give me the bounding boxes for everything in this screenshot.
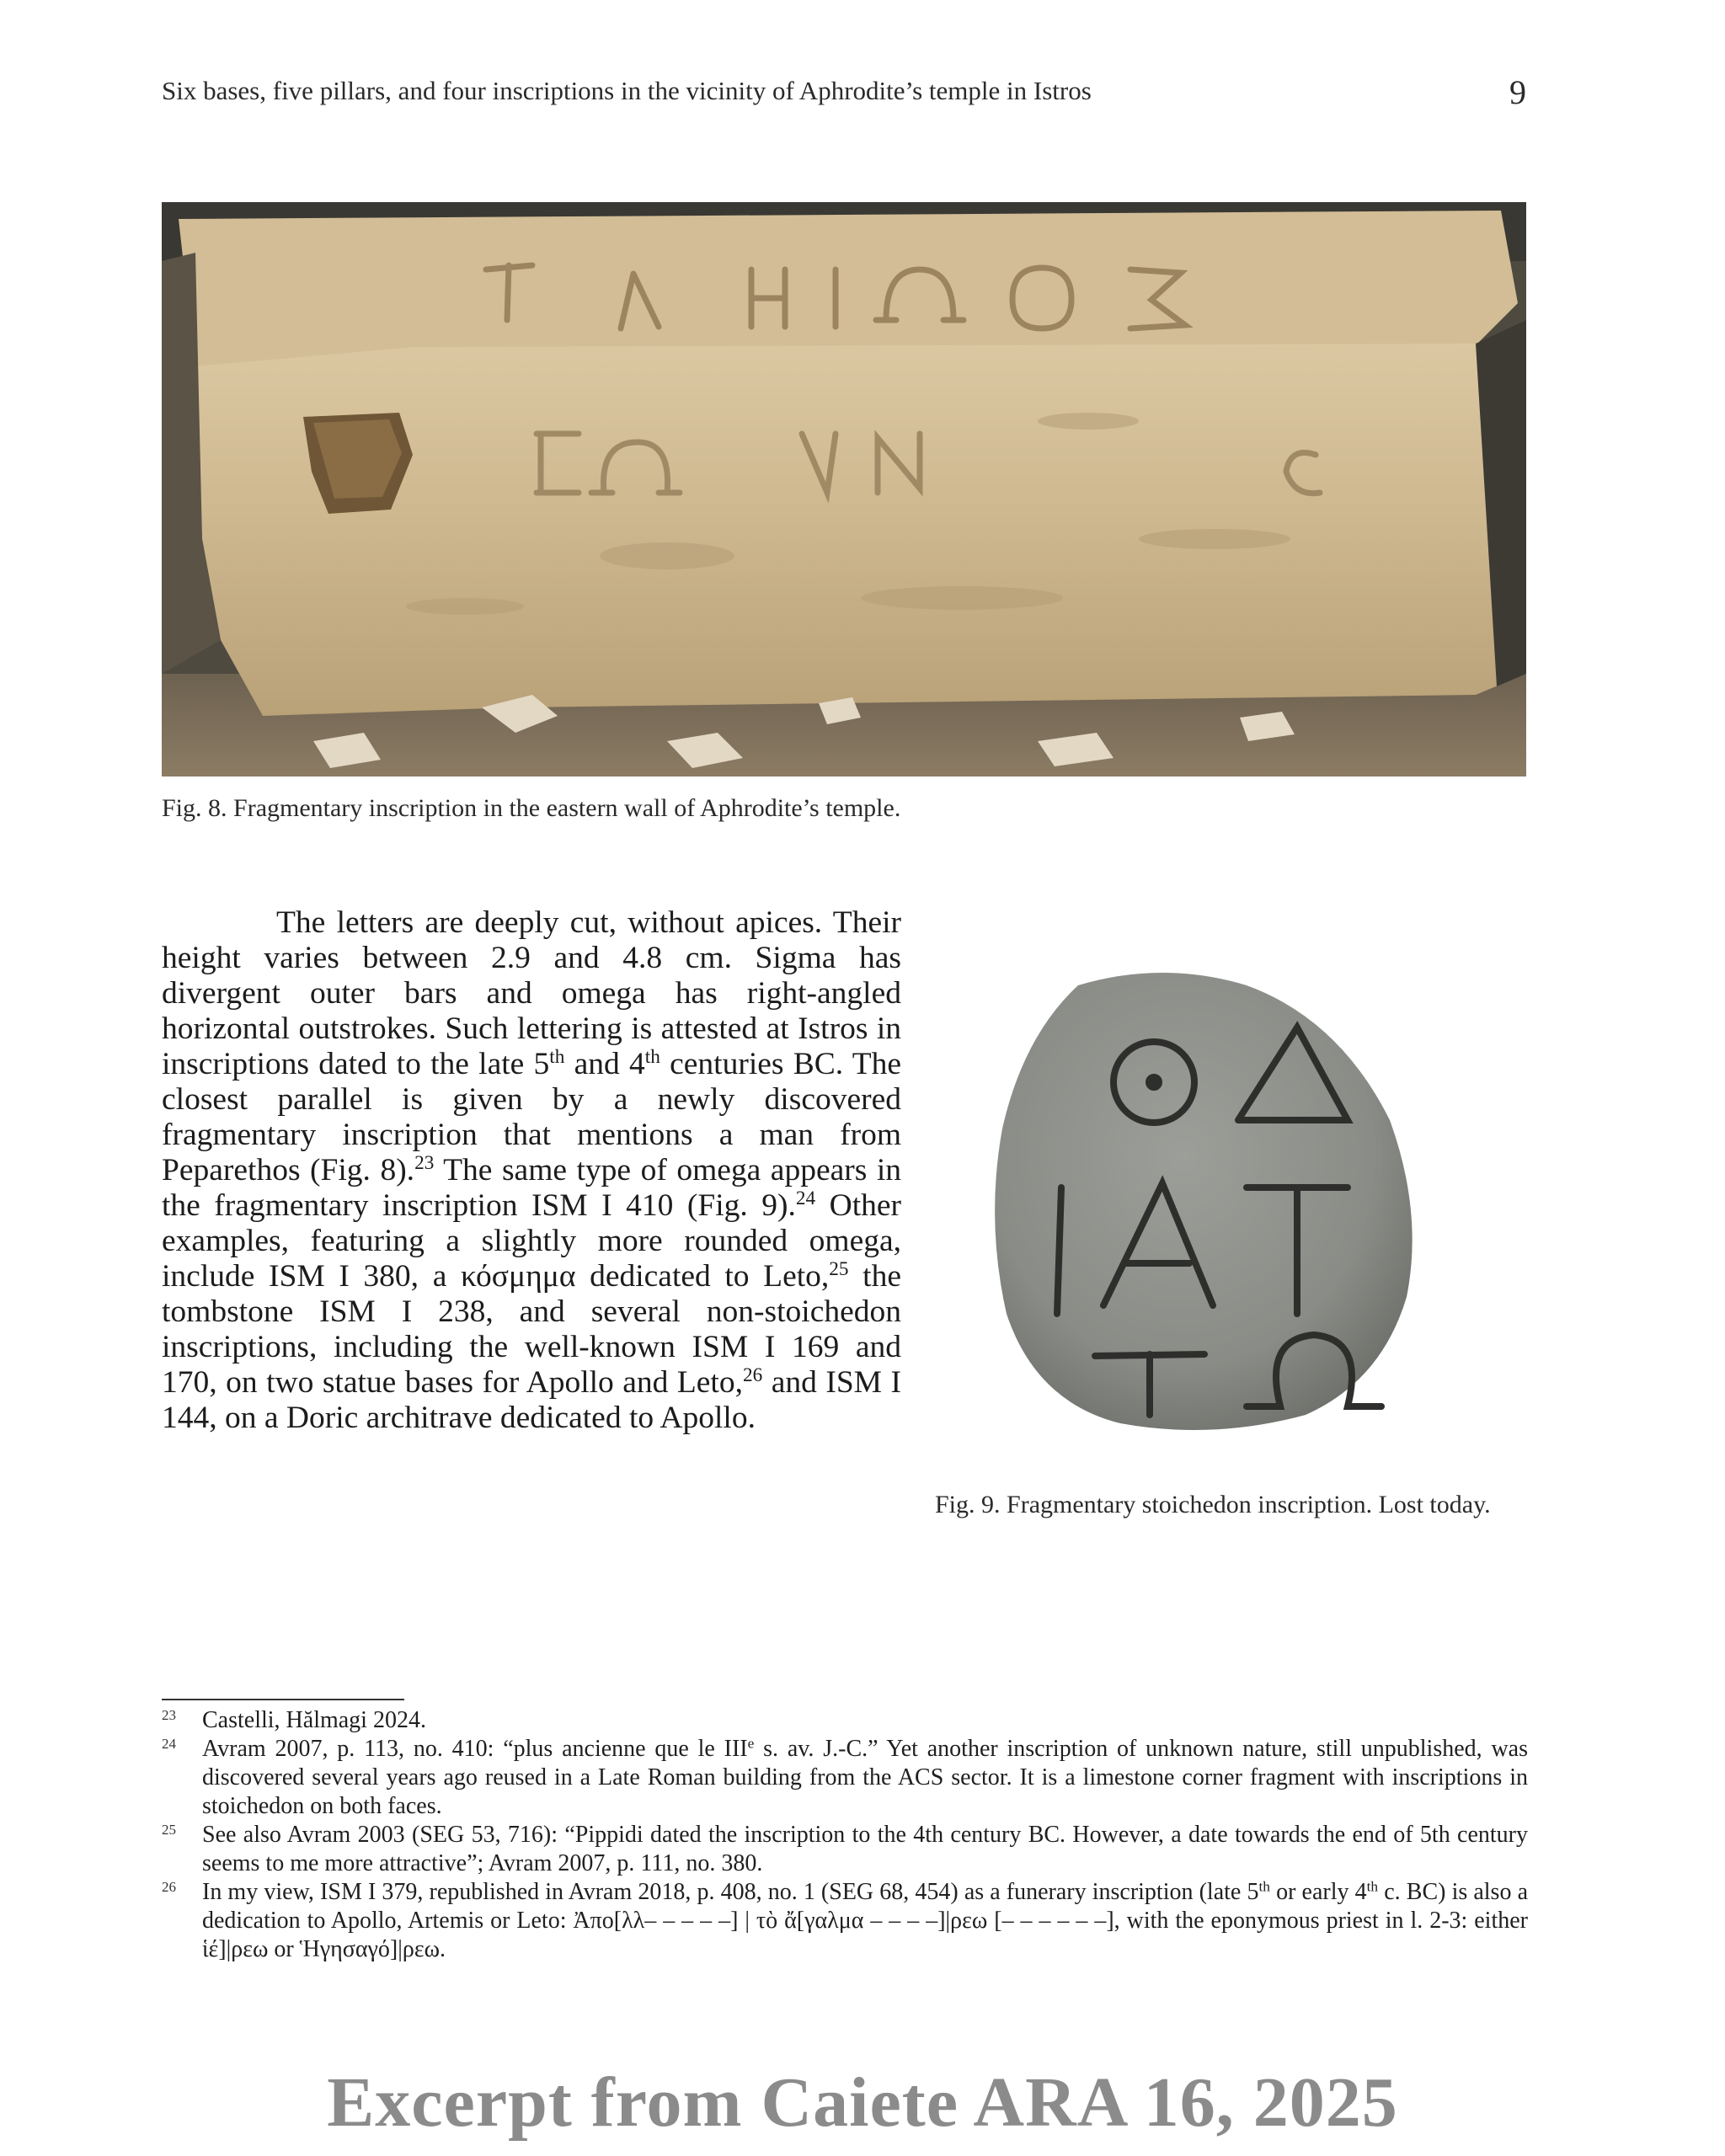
footnotes	[162, 1706, 1528, 1964]
body-paragraph: The letters are deeply cut, without apices. Their height varies between 2.9 and 4.8 cm. Sigma has divergent outer bars and omega has right-angled horizontal outstrokes. Such lettering is attested at Istros in inscriptions dated to the late 5th and 4th centuries BC. The closest parallel is given by a newly discovered fragmentary inscription that mentions a man from Peparethos (Fig. 8).$^{23}$ The same type of omega appears in the fragmentary inscription ISM I 410 (Fig. 9).$^{24}$ Other examples, featuring a slightly more rounded omega, include ISM I 380, a κόσμημα dedicated to Leto,$^{25}$ the tombstone ISM I 238, and several non-stoichedon inscriptions, including the well-known ISM I 169 and 170, on two statue bases for Apollo and Leto,$^{26}$ and ISM I 144, on a Doric architrave dedicated to Apollo.	[162, 905, 901, 1435]
footnote-26: 26 In my view, ISM I 379, republished in Avram 2018, p. 408, no. 1 (SEG 68, 454) as a funerary inscription (late 5th or early 4th c. BC) is also a dedication to Apollo, Artemis or Leto: Ἀπο[λλ– – – – –] | τὸ ἄ[γαλμα – – – –]|ρεω [– – – – – –], with the eponymous priest in l. 2-3: either ἱέ]|ρεω or Ἡγησαγό]|ρεω.	[162, 1878, 1528, 1962]
footnote-ref-23[interactable]: 23	[414, 1152, 435, 1175]
footnote-number: 23	[162, 1707, 176, 1723]
page-number: 9	[1509, 73, 1526, 111]
footnote-24: 24 Avram 2007, p. 113, no. 410: “plus ancienne que le IIIe s. av. J.-C.” Yet another inscription of unknown nature, still unpublished, was discovered several years ago reused in a Late Roman building from the ACS sector. It is a limestone corner fragment with inscriptions in stoichedon on both faces.	[162, 1735, 1528, 1819]
footnote-ref-25[interactable]: 25	[829, 1258, 849, 1281]
figure-8-photo	[162, 202, 1526, 776]
excerpt-watermark: Excerpt from Caiete ARA 16, 2025	[327, 2063, 1398, 2142]
footnote-number: 24	[162, 1736, 176, 1752]
figure-8-caption: Fig. 8. Fragmentary inscription in the eastern wall of Aphrodite’s temple.	[162, 794, 901, 822]
footnote-number: 26	[162, 1879, 176, 1895]
footnote-number: 25	[162, 1822, 176, 1838]
footnote-ref-24[interactable]: 24	[795, 1187, 816, 1210]
footnote-25: 25 See also Avram 2003 (SEG 53, 716): “Pippidi dated the inscription to the 4th century BC. However, a date towards the end of 5th century seems to me more attractive”; Avram 2007, p. 111, no. 380.	[162, 1822, 1528, 1876]
footnote-ref-26[interactable]: 26	[742, 1364, 763, 1387]
footnote-separator	[162, 1699, 404, 1700]
running-title: Six bases, five pillars, and four inscriptions in the vicinity of Aphrodite’s temple in Istros	[162, 76, 1092, 105]
figure-9-caption: Fig. 9. Fragmentary stoichedon inscription. Lost today.	[935, 1491, 1491, 1518]
figure-9-photo	[969, 910, 1440, 1449]
footnote-23: 23 Castelli, Hălmagi 2024.	[162, 1707, 426, 1733]
